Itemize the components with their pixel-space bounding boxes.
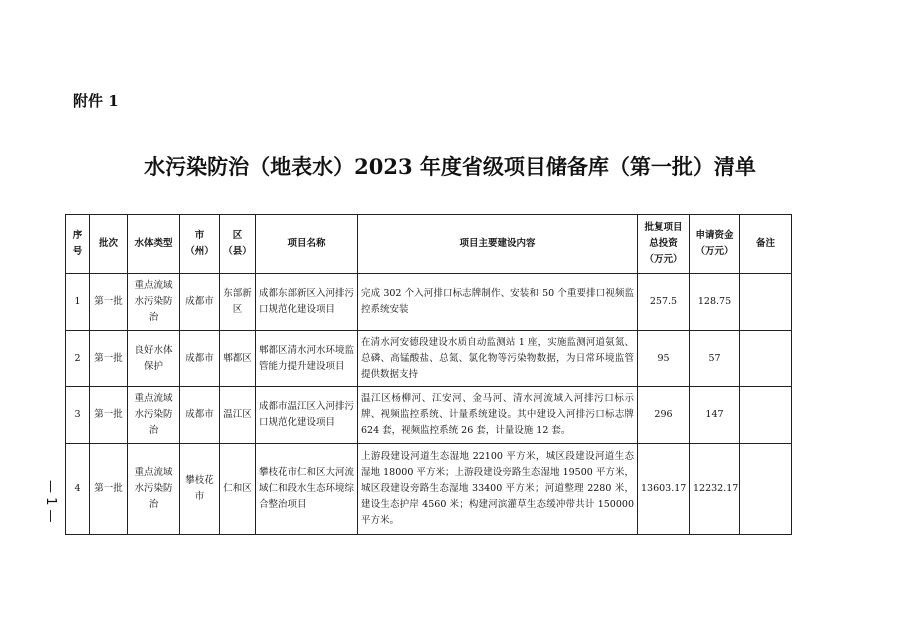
table-row	[66, 444, 792, 535]
cell-content: 温江区杨柳河、江安河、金马河、清水河流域入河排污口标示牌、视频监控系统、计量系统建设。其中建设入河排污口标志牌 624 套，视频监控系统 26 套，计量设施 12 套。	[358, 387, 638, 444]
cell-investment: 95	[638, 331, 690, 387]
cell-district: 温江区	[220, 387, 256, 444]
cell-seq: 1	[66, 274, 90, 331]
cell-investment: 296	[638, 387, 690, 444]
cell-remark	[740, 387, 792, 444]
cell-remark	[740, 274, 792, 331]
cell-project-name: 成都东部新区入河排污口规范化建设项目	[256, 274, 358, 331]
cell-district: 仁和区	[220, 444, 256, 535]
cell-seq: 3	[66, 387, 90, 444]
cell-project-name: 郫都区清水河水环境监管能力提升建设项目	[256, 331, 358, 387]
cell-city: 成都市	[180, 331, 220, 387]
header-funds: 申请资金（万元）	[690, 215, 740, 274]
cell-water-type: 重点流域水污染防治	[128, 387, 180, 444]
cell-batch: 第一批	[90, 274, 128, 331]
header-water-type: 水体类型	[128, 215, 180, 274]
cell-city: 成都市	[180, 387, 220, 444]
cell-batch: 第一批	[90, 387, 128, 444]
cell-city: 成都市	[180, 274, 220, 331]
cell-batch: 第一批	[90, 331, 128, 387]
cell-water-type: 重点流域水污染防治	[128, 444, 180, 535]
attachment-label: 附件 1	[73, 92, 119, 110]
cell-district: 郫都区	[220, 331, 256, 387]
cell-funds: 147	[690, 387, 740, 444]
cell-water-type: 重点流域水污染防治	[128, 274, 180, 331]
header-batch: 批次	[90, 215, 128, 274]
document-title: 水污染防治（地表水）2023 年度省级项目储备库（第一批）清单	[144, 154, 756, 179]
table-row	[66, 331, 792, 387]
header-content: 项目主要建设内容	[358, 215, 638, 274]
cell-project-name: 攀枝花市仁和区大河流域仁和段水生态环境综合整治项目	[256, 444, 358, 535]
page-number	[40, 480, 64, 540]
cell-city: 攀枝花市	[180, 444, 220, 535]
cell-investment: 13603.17	[638, 444, 690, 535]
cell-content: 在清水河安德段建设水质自动监测站 1 座，实施监测河道氨氮、总磷、高锰酸盐、总氮、氯化物等污染物数据，为日常环境监管提供数据支持	[358, 331, 638, 387]
table-row	[66, 387, 792, 444]
cell-remark	[740, 331, 792, 387]
cell-content: 完成 302 个入河排口标志牌制作、安装和 50 个重要排口视频监控系统安装	[358, 274, 638, 331]
cell-content: 上游段建设河道生态湿地 22100 平方米，城区段建设河道生态湿地 18000 平方米；上游段建设旁路生态湿地 19500 平方米，城区段建设旁路生态湿地 33400 平方米；河道整理 2280 米，建设生态护岸 4560 米；构建河滨灌草生态缓冲带共计 150000 平方米。	[358, 444, 638, 535]
page-number-text: — 1 —	[43, 480, 58, 523]
cell-seq: 4	[66, 444, 90, 535]
cell-project-name: 成都市温江区入河排污口规范化建设项目	[256, 387, 358, 444]
cell-district: 东部新区	[220, 274, 256, 331]
table-row	[66, 274, 792, 331]
header-seq: 序号	[66, 215, 90, 274]
header-project-name: 项目名称	[256, 215, 358, 274]
cell-funds: 57	[690, 331, 740, 387]
header-investment: 批复项目总投资（万元）	[638, 215, 690, 274]
header-district: 区（县）	[220, 215, 256, 274]
header-remark: 备注	[740, 215, 792, 274]
cell-funds: 128.75	[690, 274, 740, 331]
cell-remark	[740, 444, 792, 535]
cell-seq: 2	[66, 331, 90, 387]
project-table	[65, 214, 792, 535]
table-header-row	[66, 215, 792, 274]
header-city: 市（州）	[180, 215, 220, 274]
cell-water-type: 良好水体保护	[128, 331, 180, 387]
cell-batch: 第一批	[90, 444, 128, 535]
cell-investment: 257.5	[638, 274, 690, 331]
cell-funds: 12232.17	[690, 444, 740, 535]
